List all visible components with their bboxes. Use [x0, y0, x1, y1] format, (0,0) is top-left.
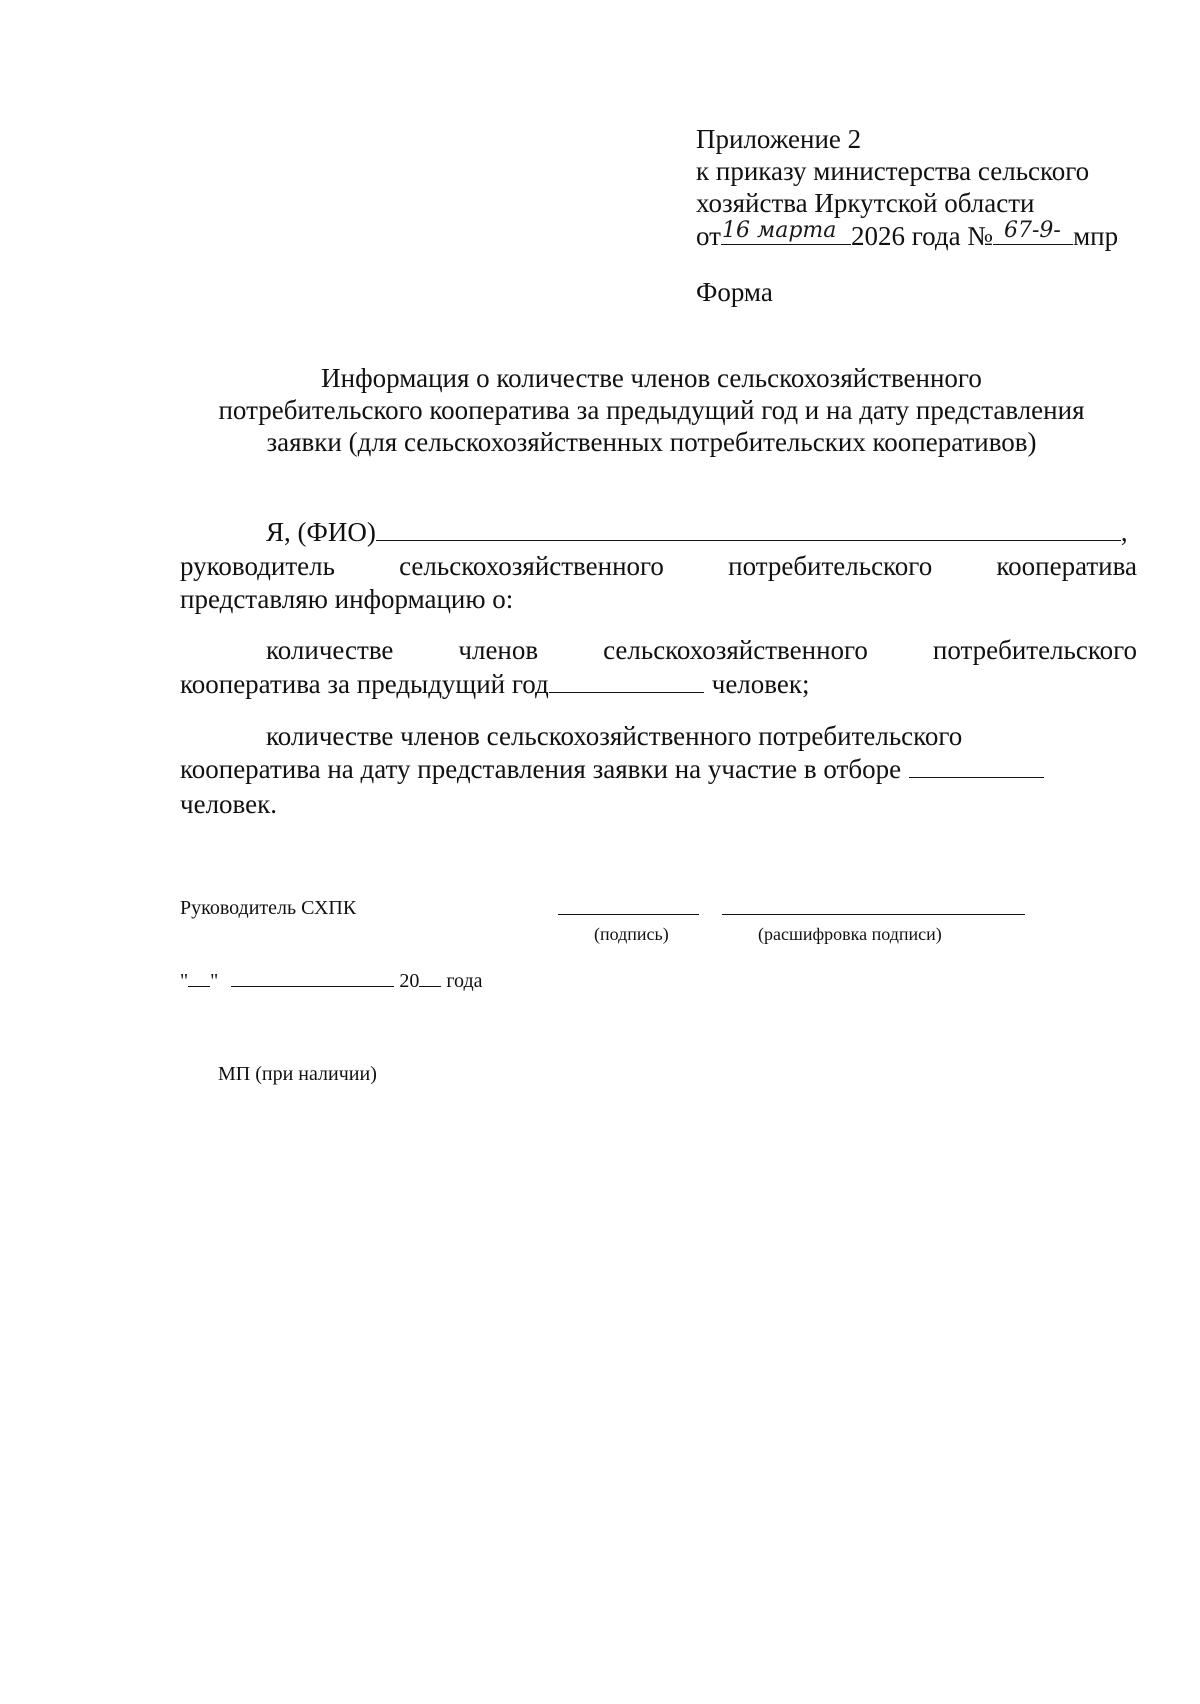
fio-line — [266, 516, 1128, 548]
previous-year-count-blank — [549, 668, 704, 693]
application-date-count-blank — [909, 753, 1044, 778]
title-line1: Информация о количестве членов сельскохозяйственного — [321, 363, 982, 393]
month-blank — [231, 968, 394, 987]
title-line2: потребительского кооператива за предыдущий год и на дату представления — [218, 395, 1085, 425]
signature-date-line — [180, 968, 483, 993]
stamp-label: МП (при наличии) — [218, 1063, 377, 1085]
quote-close: " — [210, 970, 219, 992]
paragraph3-line3: человек. — [180, 789, 277, 819]
order-reference-line2: хозяйства Иркутской области — [696, 188, 1035, 218]
handwritten-order-number: 67-9- — [1004, 218, 1061, 243]
paragraph2-line1: количестве членов сельскохозяйственного потребительского — [266, 635, 1137, 665]
year-suffix: года — [446, 970, 483, 992]
paragraph3-line1: количестве членов сельскохозяйственного потребительского — [266, 721, 963, 751]
day-blank — [188, 968, 210, 987]
number-suffix: мпр — [1073, 221, 1119, 251]
year-prefix: 20 — [399, 970, 420, 992]
order-reference-line1: к приказу министерства сельского — [696, 156, 1090, 186]
signature-line — [558, 914, 699, 915]
signature-decoding-line — [722, 914, 1025, 915]
year-blank — [419, 968, 441, 987]
paragraph3-line2 — [180, 753, 1044, 785]
from-prefix: от — [696, 221, 721, 251]
fio-prefix: Я, (ФИО) — [266, 517, 376, 547]
fio-blank — [376, 516, 1121, 541]
signature-caption: (подпись) — [594, 924, 669, 944]
paragraph3-line2-text: кооператива на дату представления заявки на участие в отборе — [180, 754, 902, 784]
fio-suffix: , — [1120, 517, 1128, 547]
title-line3: заявки (для сельскохозяйственных потребительских кооперативов) — [266, 427, 1037, 457]
handwritten-date: 16 марта — [722, 218, 837, 243]
form-label: Форма — [696, 277, 773, 307]
previous-year-suffix: человек; — [711, 669, 810, 699]
paragraph1-line1: руководитель сельскохозяйственного потребительского кооператива — [180, 551, 1137, 581]
previous-year-prefix: кооператива за предыдущий год — [180, 669, 549, 699]
appendix-label: Приложение 2 — [696, 124, 862, 154]
quote-open: " — [180, 970, 189, 992]
head-of-cooperative-label: Руководитель СХПК — [180, 897, 357, 919]
paragraph1-line2: представляю информацию о: — [180, 584, 514, 614]
year-text: 2026 года № — [850, 221, 994, 251]
paragraph2-line2 — [180, 668, 809, 700]
signature-decoding-caption: (расшифровка подписи) — [758, 924, 942, 944]
